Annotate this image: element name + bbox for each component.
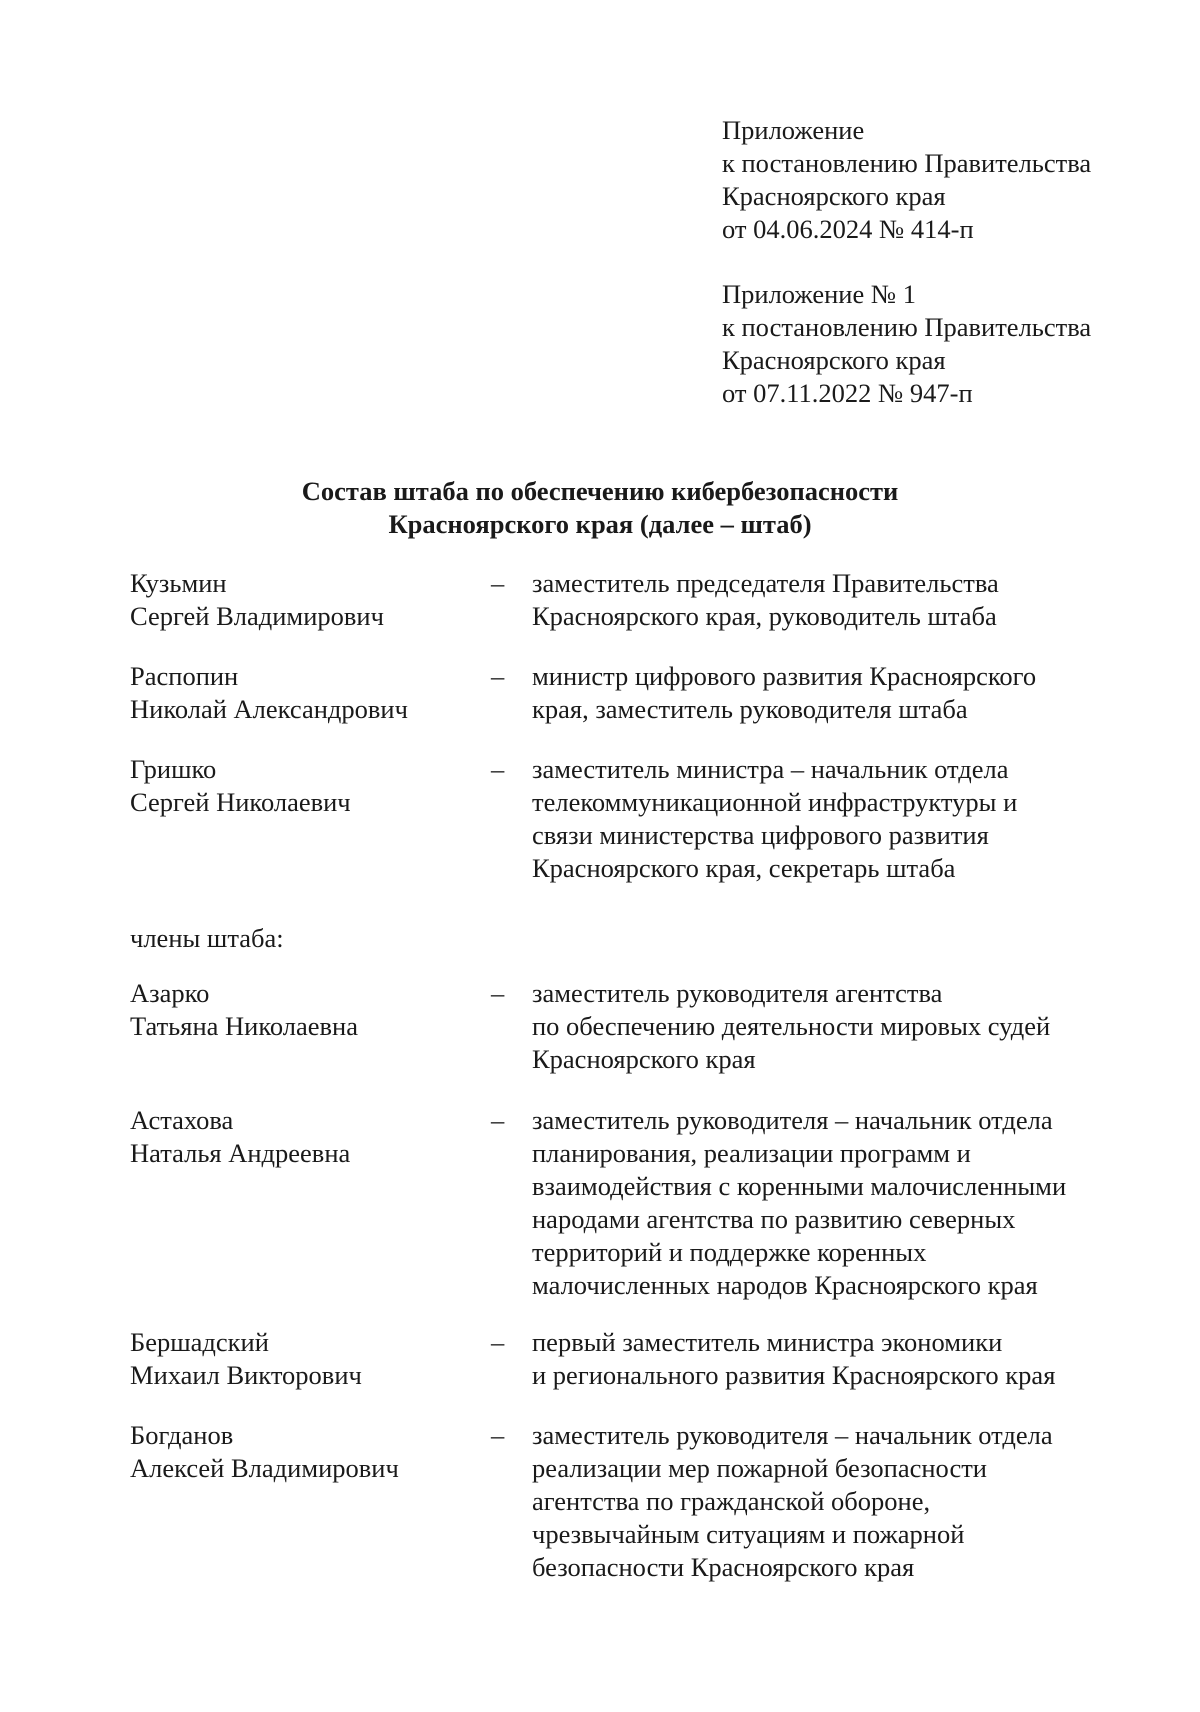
dash-separator: – — [491, 754, 505, 784]
person-position — [532, 753, 1017, 885]
position-line: Красноярского края — [532, 1044, 756, 1074]
position-line: связи министерства цифрового развития — [532, 820, 989, 850]
dash-separator: – — [491, 1105, 505, 1135]
position-line: Красноярского края, секретарь штаба — [532, 853, 956, 883]
person-position — [532, 660, 1036, 726]
dash-separator: – — [491, 661, 505, 691]
position-line: телекоммуникационной инфраструктуры и — [532, 787, 1018, 817]
dash-separator: – — [491, 1327, 505, 1357]
position-line: чрезвычайным ситуациям и пожарной — [532, 1519, 965, 1549]
person-position — [532, 1326, 1055, 1392]
surname: Гришко — [130, 754, 217, 784]
person-name — [130, 977, 358, 1043]
surname: Кузьмин — [130, 568, 227, 598]
position-line: безопасности Красноярского края — [532, 1552, 915, 1582]
dash-separator: – — [491, 1420, 505, 1450]
person-name — [130, 753, 351, 819]
given-names: Николай Александрович — [130, 694, 408, 724]
dash-separator: – — [491, 978, 505, 1008]
position-line: реализации мер пожарной безопасности — [532, 1453, 987, 1483]
position-line: планирования, реализации программ и — [532, 1138, 971, 1168]
person-name — [130, 1419, 399, 1485]
person-position — [532, 977, 1050, 1076]
surname: Азарко — [130, 978, 210, 1008]
person-name — [130, 1326, 362, 1392]
person-position — [532, 567, 999, 633]
given-names: Алексей Владимирович — [130, 1453, 399, 1483]
appendix-line: Красноярского края — [722, 181, 946, 211]
position-line: заместитель руководителя агентства — [532, 978, 943, 1008]
position-line: и регионального развития Красноярского края — [532, 1360, 1056, 1390]
given-names: Сергей Николаевич — [130, 787, 351, 817]
person-name — [130, 1104, 350, 1170]
document-title — [0, 475, 1200, 541]
members-label: члены штаба: — [130, 923, 284, 953]
position-line: министр цифрового развития Красноярского — [532, 661, 1037, 691]
position-line: агентства по гражданской обороне, — [532, 1486, 931, 1516]
position-line: заместитель председателя Правительства — [532, 568, 999, 598]
appendix-line: к постановлению Правительства — [722, 148, 1092, 178]
surname: Бершадский — [130, 1327, 269, 1357]
position-line: Красноярского края, руководитель штаба — [532, 601, 997, 631]
position-line: взаимодействия с коренными малочисленными — [532, 1171, 1067, 1201]
dash-separator: – — [491, 568, 505, 598]
title-line: Красноярского края (далее – штаб) — [388, 509, 812, 539]
appendix-line: от 07.11.2022 № 947-п — [722, 378, 973, 408]
position-line: малочисленных народов Красноярского края — [532, 1270, 1038, 1300]
person-position — [532, 1104, 1066, 1302]
person-name — [130, 660, 408, 726]
appendix-line: к постановлению Правительства — [722, 312, 1092, 342]
position-line: первый заместитель министра экономики — [532, 1327, 1003, 1357]
person-position — [532, 1419, 1053, 1584]
appendix-header-original — [722, 278, 1091, 410]
position-line: народами агентства по развитию северных — [532, 1204, 1016, 1234]
surname: Астахова — [130, 1105, 234, 1135]
surname: Распопин — [130, 661, 239, 691]
surname: Богданов — [130, 1420, 234, 1450]
given-names: Сергей Владимирович — [130, 601, 384, 631]
appendix-line: Красноярского края — [722, 345, 946, 375]
given-names: Татьяна Николаевна — [130, 1011, 358, 1041]
appendix-header-current — [722, 114, 1091, 246]
position-line: территорий и поддержке коренных — [532, 1237, 927, 1267]
appendix-line: Приложение № 1 — [722, 279, 917, 309]
given-names: Наталья Андреевна — [130, 1138, 351, 1168]
appendix-line: от 04.06.2024 № 414-п — [722, 214, 974, 244]
appendix-line: Приложение — [722, 115, 865, 145]
position-line: заместитель министра – начальник отдела — [532, 754, 1009, 784]
given-names: Михаил Викторович — [130, 1360, 362, 1390]
title-line: Состав штаба по обеспечению кибербезопасности — [301, 476, 899, 506]
position-line: заместитель руководителя – начальник отдела — [532, 1105, 1053, 1135]
position-line: заместитель руководителя – начальник отдела — [532, 1420, 1053, 1450]
position-line: края, заместитель руководителя штаба — [532, 694, 968, 724]
position-line: по обеспечению деятельности мировых судей — [532, 1011, 1051, 1041]
person-name — [130, 567, 384, 633]
